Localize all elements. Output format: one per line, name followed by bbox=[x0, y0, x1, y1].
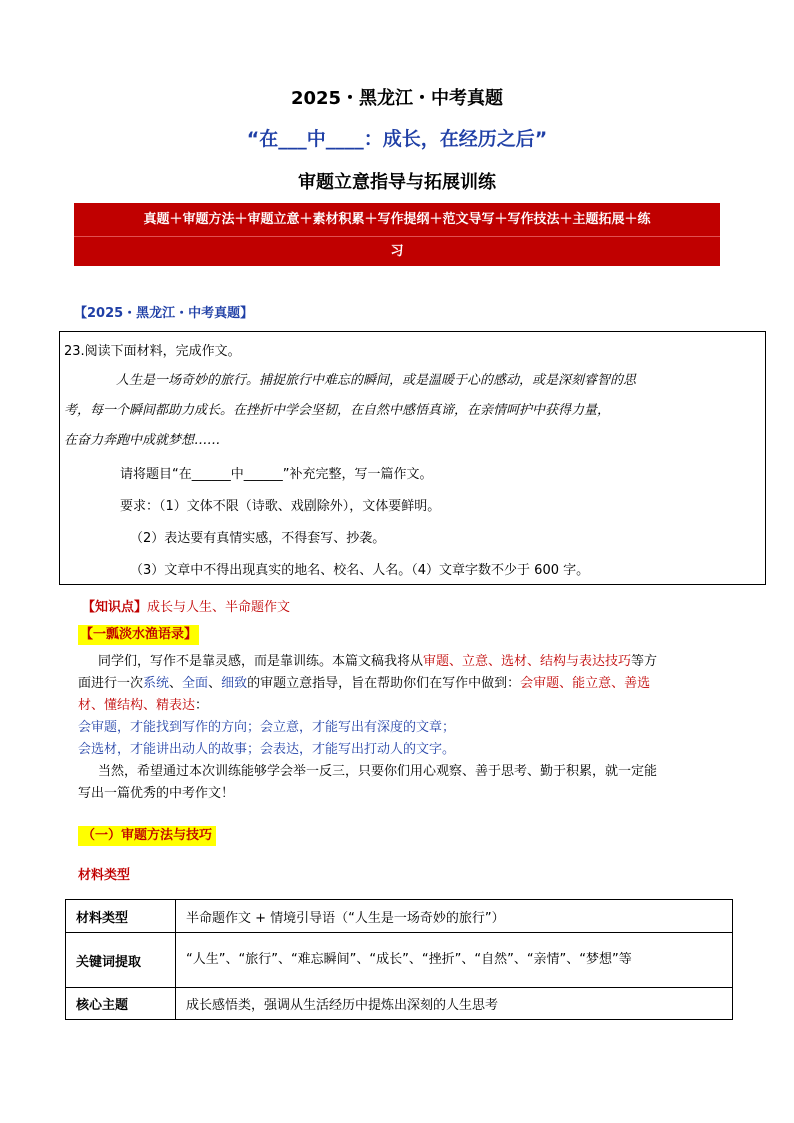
quote-heading: 【一瓢淡水渔语录】 bbox=[78, 625, 199, 645]
quote-line-7: 写出一篇优秀的中考作文！ bbox=[78, 786, 235, 801]
quote-line-4: 会审题，才能找到写作的方向；会立意，才能写出有深度的文章； bbox=[78, 720, 456, 735]
table-key: 材料类型 bbox=[66, 900, 176, 933]
table-row bbox=[66, 988, 733, 1020]
knowledge-point bbox=[82, 596, 290, 615]
doc-title: 2025・黑龙江・中考真题 bbox=[290, 88, 504, 109]
table-key: 关键词提取 bbox=[66, 933, 176, 988]
knowledge-text: 成长与人生、半命题作文 bbox=[147, 600, 291, 615]
table-value: 成长感悟类，强调从生活经历中提炼出深刻的人生思考 bbox=[176, 988, 733, 1020]
requirement-3: （3）文章中不得出现真实的地名、校名、人名。（4）文章字数不少于 600 字。 bbox=[130, 563, 590, 578]
table-value: 半命题作文 + 情境引导语（“人生是一场奇妙的旅行”） bbox=[176, 900, 733, 933]
question-title: 23.阅读下面材料，完成作文。 bbox=[64, 344, 241, 359]
quote-line-1: 同学们，写作不是靠灵感，而是靠训练。本篇文稿我将从审题、立意、选材、结构与表达技巧等方 bbox=[98, 654, 658, 669]
requirement-2: （2）表达要有真情实感，不得套写、抄袭。 bbox=[130, 531, 386, 546]
essay-topic: “在___中____：成长，在经历之后” bbox=[246, 128, 548, 150]
material-line-2: 考，每一个瞬间都助力成长。在挫折中学会坚韧，在自然中感悟真谛，在亲情呵护中获得力量， bbox=[64, 403, 611, 418]
content-outline-bar bbox=[74, 203, 720, 266]
requirement-1: 要求：（1）文体不限（诗歌、戏剧除外），文体要鲜明。 bbox=[120, 499, 441, 514]
doc-subtitle: 审题立意指导与拓展训练 bbox=[298, 172, 496, 193]
outline-line-2: 习 bbox=[390, 244, 404, 259]
material-type-heading: 材料类型 bbox=[78, 868, 131, 883]
material-line-1: 人生是一场奇妙的旅行。捕捉旅行中难忘的瞬间，或是温暖于心的感动，或是深刻睿智的思 bbox=[116, 373, 637, 388]
question-box bbox=[59, 331, 766, 585]
quote-line-2: 面进行一次系统、全面、细致的审题立意指导，旨在帮助你们在写作中做到：会审题、能立意、善选 bbox=[78, 676, 651, 691]
table-row bbox=[66, 900, 733, 933]
table-row bbox=[66, 933, 733, 988]
analysis-table bbox=[65, 899, 733, 1020]
quote-line-3: 材、懂结构、精表达： bbox=[78, 698, 209, 713]
quote-line-5: 会选材，才能讲出动人的故事；会表达，才能写出打动人的文字。 bbox=[78, 742, 456, 757]
exam-label: 【2025・黑龙江・中考真题】 bbox=[74, 306, 254, 321]
quote-line-6: 当然，希望通过本次训练能够学会举一反三，只要你们用心观察、善于思考、勤于积累，就一定能 bbox=[98, 764, 658, 779]
question-material bbox=[64, 366, 761, 456]
knowledge-label: 【知识点】 bbox=[82, 600, 148, 615]
table-value: “人生”、“旅行”、“难忘瞬间”、“成长”、“挫折”、“自然”、“亲情”、“梦想”等 bbox=[176, 933, 733, 988]
bar-divider bbox=[74, 236, 720, 237]
outline-line-1: 真题＋审题方法＋审题立意＋素材积累＋写作提纲＋范文导写＋写作技法＋主题拓展＋练 bbox=[143, 212, 651, 227]
section-heading-1: （一）审题方法与技巧 bbox=[78, 826, 216, 846]
quote-body bbox=[78, 651, 728, 805]
question-prompt: 请将题目“在______中______”补充完整，写一篇作文。 bbox=[120, 467, 433, 482]
material-line-3: 在奋力奔跑中成就梦想…… bbox=[64, 433, 221, 448]
table-key: 核心主题 bbox=[66, 988, 176, 1020]
